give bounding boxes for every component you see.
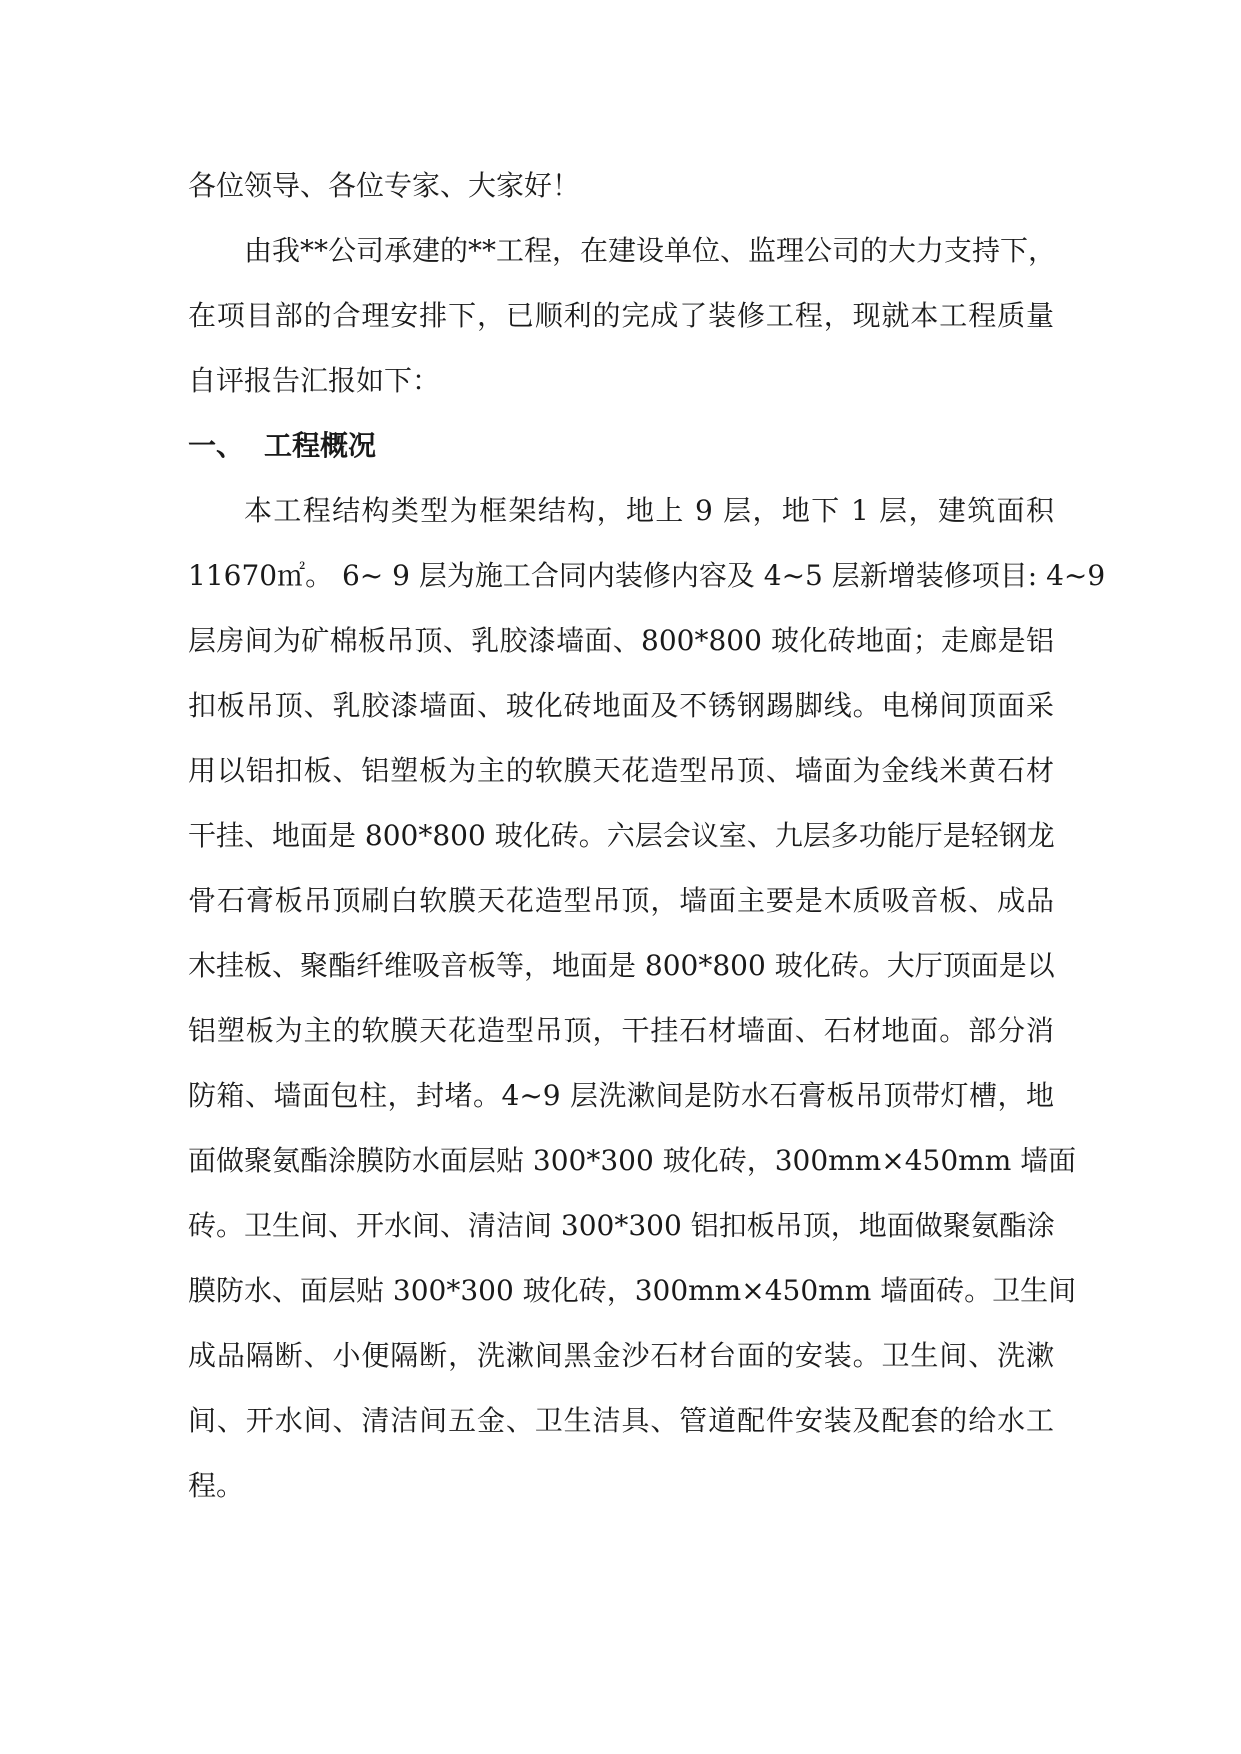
greeting-line: 各位领导、各位专家、大家好！: [188, 169, 581, 202]
section-title: 工程概况: [264, 429, 377, 462]
body-line: 本工程结构类型为框架结构，地上 9 层，地下 1 层，建筑面积: [244, 494, 1054, 527]
body-line-last: 程。: [188, 1469, 245, 1502]
intro-line-2: 在项目部的合理安排下，已顺利的完成了装修工程，现就本工程质量: [188, 299, 1054, 332]
body-line: 间、开水间、清洁间五金、卫生洁具、管道配件安装及配套的给水工: [188, 1404, 1054, 1437]
section-number: 一、: [188, 429, 245, 462]
intro-line-1: 由我**公司承建的**工程，在建设单位、监理公司的大力支持下，: [244, 234, 1057, 267]
body-line: 用以铝扣板、铝塑板为主的软膜天花造型吊顶、墙面为金线米黄石材: [188, 754, 1054, 787]
intro-line-3: 自评报告汇报如下：: [188, 364, 441, 397]
body-line: 成品隔断、小便隔断，洗漱间黑金沙石材台面的安装。卫生间、洗漱: [188, 1339, 1054, 1372]
body-line: 木挂板、聚酯纤维吸音板等，地面是 800*800 玻化砖。大厅顶面是以: [188, 949, 1055, 982]
body-line: 扣板吊顶、乳胶漆墙面、玻化砖地面及不锈钢踢脚线。电梯间顶面采: [188, 689, 1054, 722]
body-line: 铝塑板为主的软膜天花造型吊顶，干挂石材墙面、石材地面。部分消: [188, 1014, 1054, 1047]
body-line: 层房间为矿棉板吊顶、乳胶漆墙面、800*800 玻化砖地面；走廊是铝: [188, 624, 1054, 657]
section-heading: [188, 420, 1054, 485]
body-line: 干挂、地面是 800*800 玻化砖。六层会议室、九层多功能厅是轻钢龙: [188, 819, 1055, 852]
body-line: 面做聚氨酯涂膜防水面层贴 300*300 玻化砖，300mm×450mm 墙面: [188, 1144, 1077, 1177]
body-line: 膜防水、面层贴 300*300 玻化砖，300mm×450mm 墙面砖。卫生间: [188, 1274, 1077, 1307]
body-line: 骨石膏板吊顶刷白软膜天花造型吊顶，墙面主要是木质吸音板、成品: [188, 884, 1054, 917]
body-line: 砖。卫生间、开水间、清洁间 300*300 铝扣板吊顶，地面做聚氨酯涂: [188, 1209, 1055, 1242]
body-line: 防箱、墙面包柱，封堵。4~9 层洗漱间是防水石膏板吊顶带灯槽，地: [188, 1079, 1054, 1112]
document-content: [188, 160, 1106, 1525]
body-line: 11670㎡。 6~ 9 层为施工合同内装修内容及 4~5 层新增装修项目: 4~9: [188, 559, 1106, 592]
